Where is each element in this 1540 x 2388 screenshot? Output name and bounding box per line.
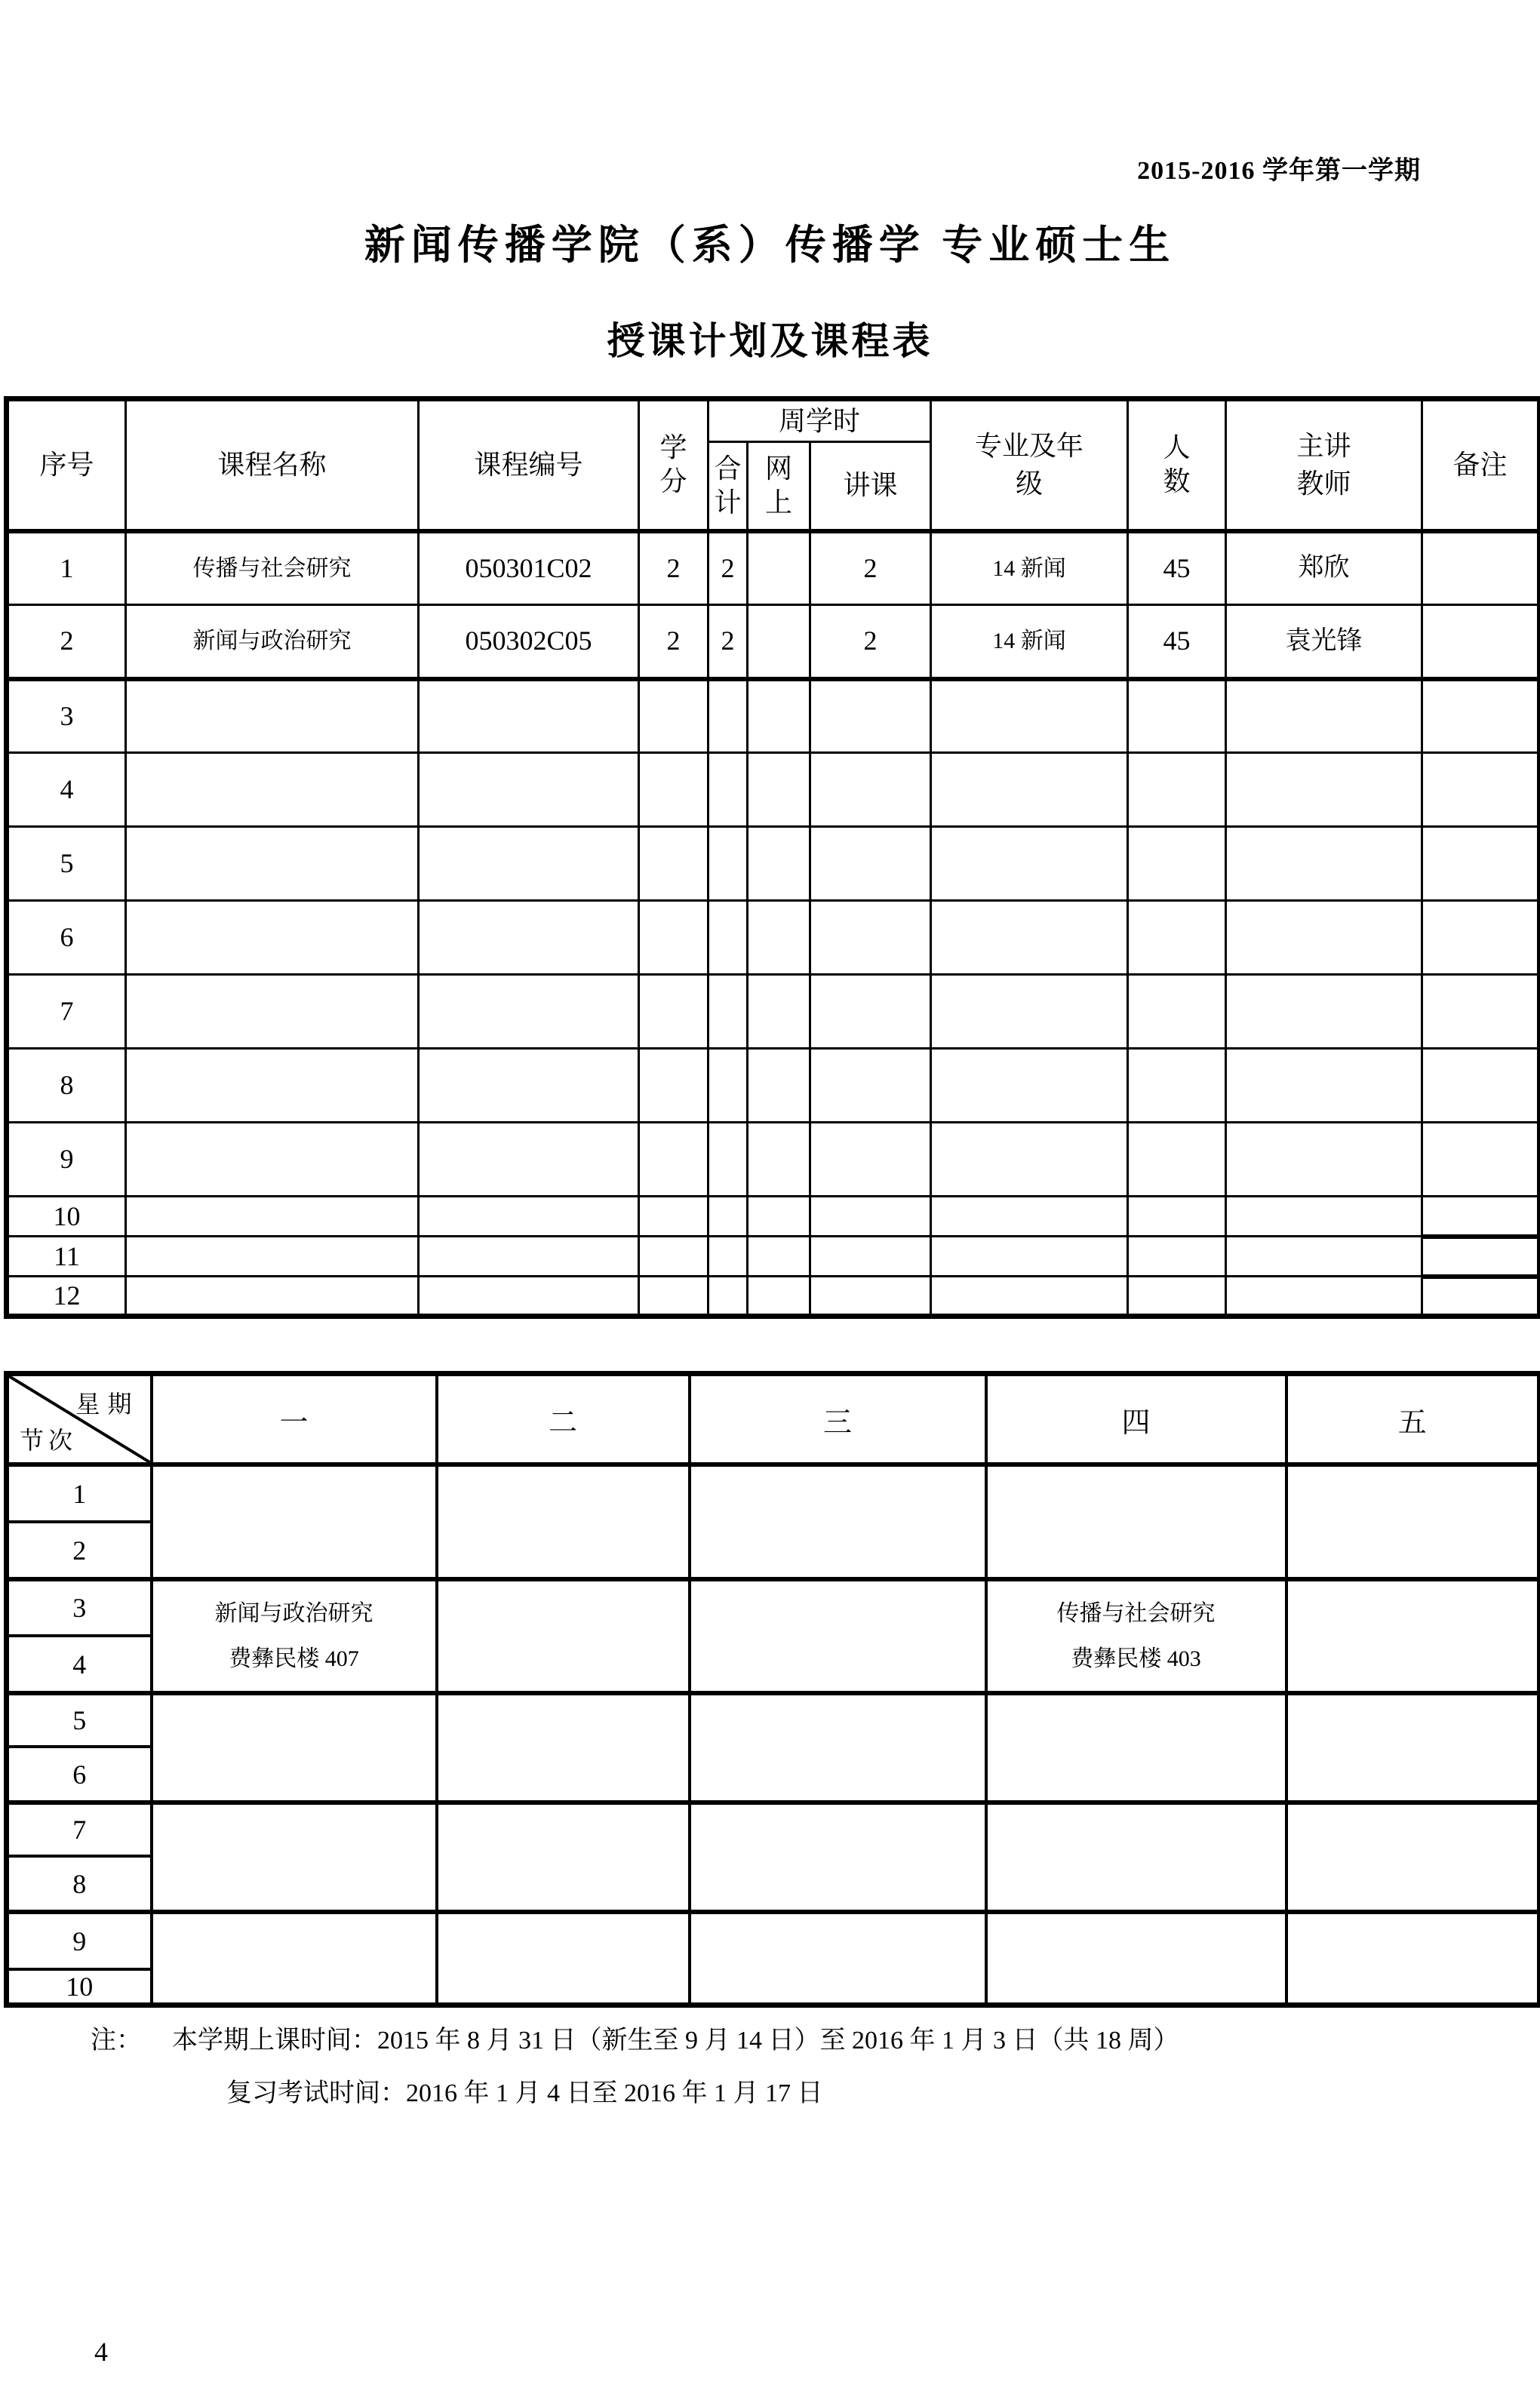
note-line-1 — [91, 2019, 1179, 2056]
cell-weekly-total: 2 — [709, 531, 748, 605]
schedule-cell-tue-p34 — [437, 1579, 690, 1693]
cell-student-count: 45 — [1128, 605, 1226, 679]
cell-weekly-total — [709, 827, 748, 901]
cell-credits — [639, 1049, 709, 1123]
cell-major-grade — [931, 975, 1128, 1049]
cell-major-grade: 14 新闻 — [931, 605, 1128, 679]
cell-course-code — [419, 1277, 639, 1317]
cell-instructor — [1226, 1277, 1422, 1317]
cell-remarks — [1422, 827, 1540, 901]
period-number: 9 — [7, 1912, 152, 1969]
cell-weekly-total — [709, 679, 748, 753]
cell-weekly-online — [748, 975, 810, 1049]
cell-course-code — [419, 1123, 639, 1197]
period-number: 8 — [7, 1856, 152, 1912]
cell-student-count — [1128, 1277, 1226, 1317]
cell-credits — [639, 1197, 709, 1237]
cell-weekly-total — [709, 753, 748, 827]
cell-course-name — [126, 975, 419, 1049]
cell-credits — [639, 901, 709, 975]
schedule-entry-course: 传播与社会研究 — [1056, 1600, 1216, 1626]
schedule-cell-mon-p12 — [152, 1464, 437, 1579]
col-header-major-grade: 专业及年级 — [931, 399, 1128, 531]
cell-index: 11 — [7, 1237, 126, 1277]
cell-weekly-online — [748, 1237, 810, 1277]
cell-course-name — [126, 679, 419, 753]
schedule-cell-tue-p12 — [437, 1464, 690, 1579]
corner-label-period: 节次 — [20, 1427, 78, 1454]
period-number: 7 — [7, 1803, 152, 1856]
cell-credits: 2 — [639, 531, 709, 605]
period-number: 6 — [7, 1747, 152, 1803]
schedule-cell-thu-p34 — [986, 1579, 1286, 1693]
cell-instructor: 郑欣 — [1226, 531, 1422, 605]
cell-student-count: 45 — [1128, 531, 1226, 605]
cell-instructor — [1226, 1237, 1422, 1277]
cell-index: 6 — [7, 901, 126, 975]
cell-remarks — [1422, 531, 1540, 605]
cell-weekly-lecture — [810, 827, 931, 901]
schedule-cell-fri-p56 — [1286, 1693, 1540, 1803]
course-row — [7, 1123, 1540, 1197]
schedule-cell-mon-p56 — [152, 1693, 437, 1803]
period-row — [7, 1579, 1540, 1636]
period-number: 3 — [7, 1579, 152, 1636]
cell-course-name: 新闻与政治研究 — [126, 605, 419, 679]
col-header-student-count: 人数 — [1128, 399, 1226, 531]
cell-major-grade — [931, 679, 1128, 753]
weekly-schedule-table — [4, 1371, 1540, 2008]
cell-index: 2 — [7, 605, 126, 679]
course-row — [7, 1237, 1540, 1277]
cell-instructor — [1226, 1123, 1422, 1197]
note-label: 注： — [91, 2027, 142, 2055]
col-header-weekly-lecture: 讲课 — [810, 442, 931, 531]
cell-weekly-total: 2 — [709, 605, 748, 679]
schedule-cell-thu-p12 — [986, 1464, 1286, 1579]
cell-weekly-total — [709, 1237, 748, 1277]
cell-weekly-lecture — [810, 1197, 931, 1237]
cell-course-name: 传播与社会研究 — [126, 531, 419, 605]
cell-remarks — [1422, 1123, 1540, 1197]
schedule-entry-location: 费彝民楼 407 — [229, 1646, 359, 1671]
cell-major-grade — [931, 1277, 1128, 1317]
cell-major-grade — [931, 1237, 1128, 1277]
cell-course-code — [419, 1197, 639, 1237]
page-number: 4 — [94, 2337, 108, 2367]
cell-weekly-lecture — [810, 753, 931, 827]
cell-weekly-online — [748, 753, 810, 827]
cell-weekly-online — [748, 1277, 810, 1317]
cell-index: 9 — [7, 1123, 126, 1197]
cell-weekly-total — [709, 1277, 748, 1317]
cell-instructor — [1226, 901, 1422, 975]
cell-index: 5 — [7, 827, 126, 901]
cell-student-count — [1128, 901, 1226, 975]
cell-credits — [639, 1237, 709, 1277]
cell-major-grade — [931, 1049, 1128, 1123]
note-line-2: 复习考试时间：2016 年 1 月 4 日至 2016 年 1 月 17 日 — [226, 2079, 823, 2107]
cell-credits — [639, 753, 709, 827]
schedule-cell-mon-p34 — [152, 1579, 437, 1693]
cell-weekly-online — [748, 1049, 810, 1123]
cell-major-grade — [931, 1197, 1128, 1237]
cell-weekly-lecture: 2 — [810, 605, 931, 679]
cell-course-code — [419, 1049, 639, 1123]
cell-weekly-total — [709, 901, 748, 975]
cell-credits — [639, 975, 709, 1049]
cell-student-count — [1128, 679, 1226, 753]
cell-student-count — [1128, 1197, 1226, 1237]
cell-course-name — [126, 827, 419, 901]
cell-weekly-lecture — [810, 1237, 931, 1277]
cell-weekly-total — [709, 1123, 748, 1197]
cell-course-name — [126, 1277, 419, 1317]
cell-weekly-total — [709, 1049, 748, 1123]
schedule-cell-fri-p910 — [1286, 1912, 1540, 2005]
period-row — [7, 1803, 1540, 1856]
cell-credits — [639, 827, 709, 901]
cell-instructor — [1226, 1049, 1422, 1123]
cell-credits — [639, 679, 709, 753]
note-text: 本学期上课时间：2015 年 8 月 31 日（新生至 9 月 14 日）至 2016 年 1 月 3 日（共 18 周） — [172, 2027, 1179, 2055]
cell-student-count — [1128, 827, 1226, 901]
cell-weekly-total — [709, 1197, 748, 1237]
cell-course-name — [126, 901, 419, 975]
cell-weekly-online — [748, 1123, 810, 1197]
schedule-cell-tue-p56 — [437, 1693, 690, 1803]
cell-remarks — [1422, 1049, 1540, 1123]
cell-student-count — [1128, 1123, 1226, 1197]
day-header-fri: 五 — [1286, 1374, 1540, 1465]
cell-weekly-online — [748, 605, 810, 679]
cell-index: 1 — [7, 531, 126, 605]
col-header-weekly-total: 合计 — [709, 442, 748, 531]
cell-remarks — [1422, 753, 1540, 827]
cell-instructor — [1226, 679, 1422, 753]
cell-major-grade — [931, 827, 1128, 901]
cell-course-code — [419, 901, 639, 975]
cell-course-code — [419, 827, 639, 901]
day-header-mon: 一 — [152, 1374, 437, 1465]
schedule-cell-wed-p12 — [690, 1464, 986, 1579]
cell-index: 3 — [7, 679, 126, 753]
col-header-credits: 学分 — [639, 399, 709, 531]
schedule-cell-fri-p34 — [1286, 1579, 1540, 1693]
day-header-tue: 二 — [437, 1374, 690, 1465]
cell-index: 8 — [7, 1049, 126, 1123]
cell-credits — [639, 1123, 709, 1197]
schedule-cell-wed-p910 — [690, 1912, 986, 2005]
period-number: 4 — [7, 1636, 152, 1693]
corner-label-weekday: 星期 — [75, 1391, 140, 1418]
cell-major-grade — [931, 1123, 1128, 1197]
col-header-instructor: 主讲教师 — [1226, 399, 1422, 531]
cell-weekly-online — [748, 531, 810, 605]
cell-remarks — [1422, 1237, 1540, 1277]
course-row — [7, 753, 1540, 827]
cell-weekly-lecture — [810, 901, 931, 975]
cell-course-code — [419, 975, 639, 1049]
course-row — [7, 827, 1540, 901]
col-header-index: 序号 — [7, 399, 126, 531]
cell-remarks — [1422, 1277, 1540, 1317]
cell-student-count — [1128, 1049, 1226, 1123]
cell-index: 10 — [7, 1197, 126, 1237]
course-row — [7, 605, 1540, 679]
cell-index: 4 — [7, 753, 126, 827]
col-header-remarks: 备注 — [1422, 399, 1540, 531]
cell-course-name — [126, 1237, 419, 1277]
period-row — [7, 1693, 1540, 1747]
course-row — [7, 679, 1540, 753]
schedule-cell-thu-p910 — [986, 1912, 1286, 2005]
cell-course-name — [126, 1123, 419, 1197]
period-number: 2 — [7, 1522, 152, 1579]
cell-course-code: 050302C05 — [419, 605, 639, 679]
cell-credits — [639, 1277, 709, 1317]
cell-weekly-lecture — [810, 679, 931, 753]
cell-weekly-online — [748, 827, 810, 901]
cell-weekly-online — [748, 679, 810, 753]
cell-remarks — [1422, 679, 1540, 753]
schedule-entry-course: 新闻与政治研究 — [214, 1600, 373, 1626]
schedule-cell-thu-p56 — [986, 1693, 1286, 1803]
schedule-cell-fri-p12 — [1286, 1464, 1540, 1579]
schedule-cell-thu-p78 — [986, 1803, 1286, 1912]
schedule-cell-wed-p56 — [690, 1693, 986, 1803]
cell-index: 7 — [7, 975, 126, 1049]
schedule-cell-mon-p78 — [152, 1803, 437, 1912]
cell-course-name — [126, 1197, 419, 1237]
cell-remarks — [1422, 901, 1540, 975]
cell-major-grade — [931, 901, 1128, 975]
schedule-cell-fri-p78 — [1286, 1803, 1540, 1912]
cell-course-name — [126, 1049, 419, 1123]
schedule-cell-tue-p910 — [437, 1912, 690, 2005]
cell-course-code — [419, 753, 639, 827]
cell-credits: 2 — [639, 605, 709, 679]
period-number: 10 — [7, 1969, 152, 2005]
cell-remarks — [1422, 605, 1540, 679]
schedule-cell-wed-p34 — [690, 1579, 986, 1693]
day-header-thu: 四 — [986, 1374, 1286, 1465]
col-header-weekly-online: 网上 — [748, 442, 810, 531]
cell-instructor — [1226, 753, 1422, 827]
course-plan-table — [4, 396, 1540, 1319]
schedule-cell-wed-p78 — [690, 1803, 986, 1912]
schedule-entry-location: 费彝民楼 403 — [1071, 1646, 1201, 1671]
col-header-weekly-hours: 周学时 — [709, 399, 931, 442]
cell-major-grade: 14 新闻 — [931, 531, 1128, 605]
cell-weekly-lecture — [810, 1277, 931, 1317]
cell-instructor — [1226, 1197, 1422, 1237]
cell-weekly-lecture: 2 — [810, 531, 931, 605]
cell-student-count — [1128, 1237, 1226, 1277]
cell-index: 12 — [7, 1277, 126, 1317]
cell-instructor: 袁光锋 — [1226, 605, 1422, 679]
cell-instructor — [1226, 975, 1422, 1049]
day-header-wed: 三 — [690, 1374, 986, 1465]
cell-student-count — [1128, 753, 1226, 827]
course-row — [7, 1277, 1540, 1317]
cell-weekly-online — [748, 901, 810, 975]
cell-course-name — [126, 753, 419, 827]
course-row — [7, 1049, 1540, 1123]
cell-major-grade — [931, 753, 1128, 827]
period-row — [7, 1464, 1540, 1522]
period-number: 5 — [7, 1693, 152, 1747]
cell-course-code: 050301C02 — [419, 531, 639, 605]
page-subtitle: 授课计划及课程表 — [607, 320, 933, 362]
cell-course-code — [419, 679, 639, 753]
period-number: 1 — [7, 1464, 152, 1522]
cell-weekly-lecture — [810, 1123, 931, 1197]
cell-remarks — [1422, 975, 1540, 1049]
cell-course-code — [419, 1237, 639, 1277]
cell-instructor — [1226, 827, 1422, 901]
cell-weekly-lecture — [810, 1049, 931, 1123]
cell-weekly-online — [748, 1197, 810, 1237]
cell-weekly-total — [709, 975, 748, 1049]
col-header-course-name: 课程名称 — [126, 399, 419, 531]
course-row — [7, 531, 1540, 605]
schedule-cell-mon-p910 — [152, 1912, 437, 2005]
schedule-cell-tue-p78 — [437, 1803, 690, 1912]
course-row — [7, 1197, 1540, 1237]
semester-label: 2015-2016 学年第一学期 — [1137, 157, 1421, 185]
corner-header-cell — [7, 1374, 152, 1465]
course-row — [7, 975, 1540, 1049]
course-row — [7, 901, 1540, 975]
col-header-course-code: 课程编号 — [419, 399, 639, 531]
cell-remarks — [1422, 1197, 1540, 1237]
page-title: 新闻传播学院（系）传播学 专业硕士生 — [364, 223, 1176, 268]
cell-weekly-lecture — [810, 975, 931, 1049]
period-row — [7, 1912, 1540, 1969]
cell-student-count — [1128, 975, 1226, 1049]
